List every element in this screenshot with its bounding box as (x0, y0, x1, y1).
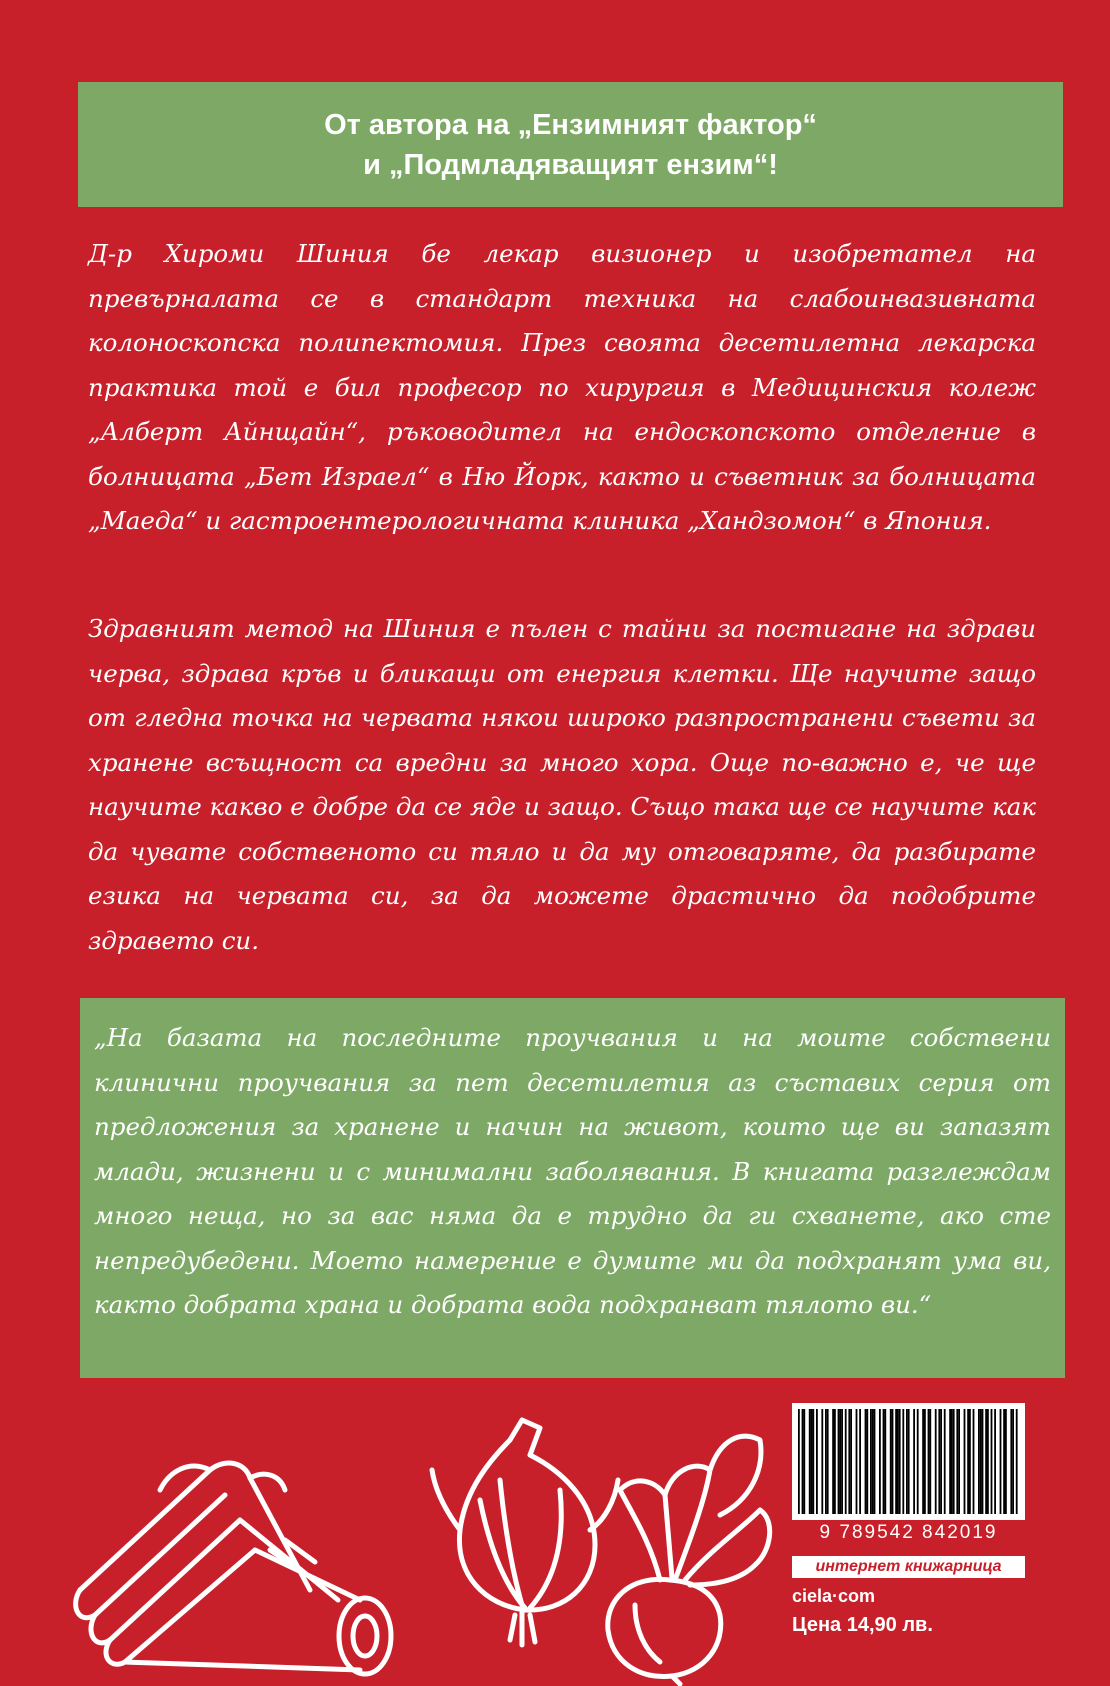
barcode-bar (938, 1409, 940, 1514)
barcode-bar (953, 1409, 955, 1514)
barcode-bar (991, 1409, 993, 1514)
barcode-bars (792, 1403, 1025, 1520)
barcode-bar (935, 1409, 937, 1514)
barcode-bar (1010, 1409, 1012, 1514)
barcode-bar (834, 1409, 836, 1514)
leek-icon (76, 1463, 391, 1674)
barcode-bar (839, 1409, 841, 1514)
barcode-bar (892, 1409, 894, 1514)
barcode-bar (827, 1409, 829, 1514)
barcode-bar (879, 1409, 881, 1514)
barcode-bar (895, 1409, 897, 1514)
barcode-bar (994, 1409, 996, 1514)
barcode-bar (811, 1409, 813, 1514)
barcode-bar (899, 1409, 901, 1514)
barcode-bar (856, 1409, 858, 1514)
barcode-bar (944, 1409, 946, 1514)
barcode-bar (850, 1409, 852, 1514)
barcode-bar (890, 1409, 892, 1514)
barcode-bar (940, 1409, 942, 1514)
barcode-bar (1003, 1409, 1005, 1514)
barcode-bar (1000, 1409, 1002, 1514)
isbn-number: 9 789542 842019 (819, 1522, 998, 1543)
barcode-bar (874, 1409, 876, 1514)
barcode-bar (949, 1409, 951, 1514)
method-description-paragraph: Здравният метод на Шиния е пълен с тайни за постигане на здрави черва, здрава кръв и бликащи от енергия клетки. Ще научите защо от гледна точка на червата някои широко разпространени съвети за хранене всъщност са вредни за много хора. Още по-важно е, че ще научите какво е добре да се яде и защо. Също така ще се научите как да чувате собственото си тяло и да му отговаряте, да разбирате езика на червата си, за да можете драстично да подобрите здравето си. (88, 614, 1036, 955)
author-banner (78, 82, 1063, 207)
barcode-bar (872, 1409, 874, 1514)
beetroot-icon (608, 1436, 770, 1684)
barcode-bar (924, 1409, 926, 1514)
banner-line-1: От автора на „Ензимният фактор“ (324, 108, 817, 141)
barcode-bar (845, 1409, 847, 1514)
barcode-bar (902, 1409, 904, 1514)
barcode-bar (825, 1409, 827, 1514)
barcode-bar (1012, 1409, 1014, 1514)
banner-line-2: и „Подмладяващият ензим“! (363, 148, 778, 181)
barcode-bar (928, 1409, 930, 1514)
barcode-bar (973, 1409, 975, 1514)
barcode (792, 1403, 1025, 1520)
barcode-bar (1005, 1409, 1007, 1514)
barcode-bar (883, 1409, 885, 1514)
price-label: Цена 14,90 лв. (792, 1614, 933, 1636)
barcode-bar (951, 1409, 953, 1514)
barcode-bar (866, 1409, 868, 1514)
barcode-bar (980, 1409, 982, 1514)
barcode-bar (821, 1409, 823, 1514)
barcode-bar (803, 1409, 805, 1514)
barcode-bar (969, 1409, 971, 1514)
barcode-bar (917, 1409, 919, 1514)
barcode-bar (841, 1409, 843, 1514)
barcode-bar (897, 1409, 899, 1514)
author-quote: „На базата на последните проучвания и на моите собствени клинични проучвания за пет десетилетия аз съставих серия от предложения за хранене и начин на живот, които ще ви запазят млади, жизнени и с минимални заболявания. В книгата разглеждам много неща, но за вас няма да е трудно да ги схванете, ако сте непредубедени. Моето намерение е думите ми да подхранят ума ви, както добрата храна и добрата вода подхранват тялото ви.“ (94, 1023, 1051, 1319)
onion-icon (432, 1420, 618, 1645)
barcode-bar (908, 1409, 910, 1514)
online-bookstore-label: интернет книжарница (792, 1556, 1025, 1578)
publisher-website: ciela·com (792, 1586, 876, 1606)
barcode-bar (832, 1409, 834, 1514)
barcode-bar (978, 1409, 980, 1514)
barcode-bar (958, 1409, 960, 1514)
barcode-bar (812, 1409, 814, 1514)
barcode-bar (964, 1409, 966, 1514)
author-quote-box (80, 998, 1065, 1378)
barcode-bar (929, 1409, 931, 1514)
barcode-bar (884, 1409, 886, 1514)
barcode-bar (922, 1409, 924, 1514)
barcode-bar (982, 1409, 984, 1514)
barcode-bar (798, 1409, 800, 1514)
barcode-bar (870, 1409, 872, 1514)
barcode-bar (987, 1409, 989, 1514)
vegetables-illustration (60, 1400, 780, 1686)
barcode-bar (865, 1409, 867, 1514)
barcode-bar (859, 1409, 861, 1514)
barcode-bar (848, 1409, 850, 1514)
barcode-bar (809, 1409, 811, 1514)
barcode-bar (1016, 1409, 1018, 1514)
barcode-bar (913, 1409, 915, 1514)
barcode-bar (967, 1409, 969, 1514)
barcode-bar (816, 1409, 818, 1514)
barcode-bar (956, 1409, 958, 1514)
barcode-bar (985, 1409, 987, 1514)
barcode-bar (906, 1409, 908, 1514)
barcode-bar (802, 1409, 804, 1514)
author-bio-paragraph: Д-р Хироми Шиния бе лекар визионер и изобретател на превърналата се в стандарт техника на слабоинвазивната колоноскопска полипектомия. През своята десетилетна лекарска практика той е бил професор по хирургия в Медицинския колеж „Алберт Айнщайн“, ръководител на ендоскопското отделение в болницата „Бет Израел“ в Ню Йорк, както и съветник за болницата „Маеда“ и гастроентерологичната клиника „Хандзомон“ в Япония. (88, 239, 1036, 535)
barcode-bar (838, 1409, 840, 1514)
